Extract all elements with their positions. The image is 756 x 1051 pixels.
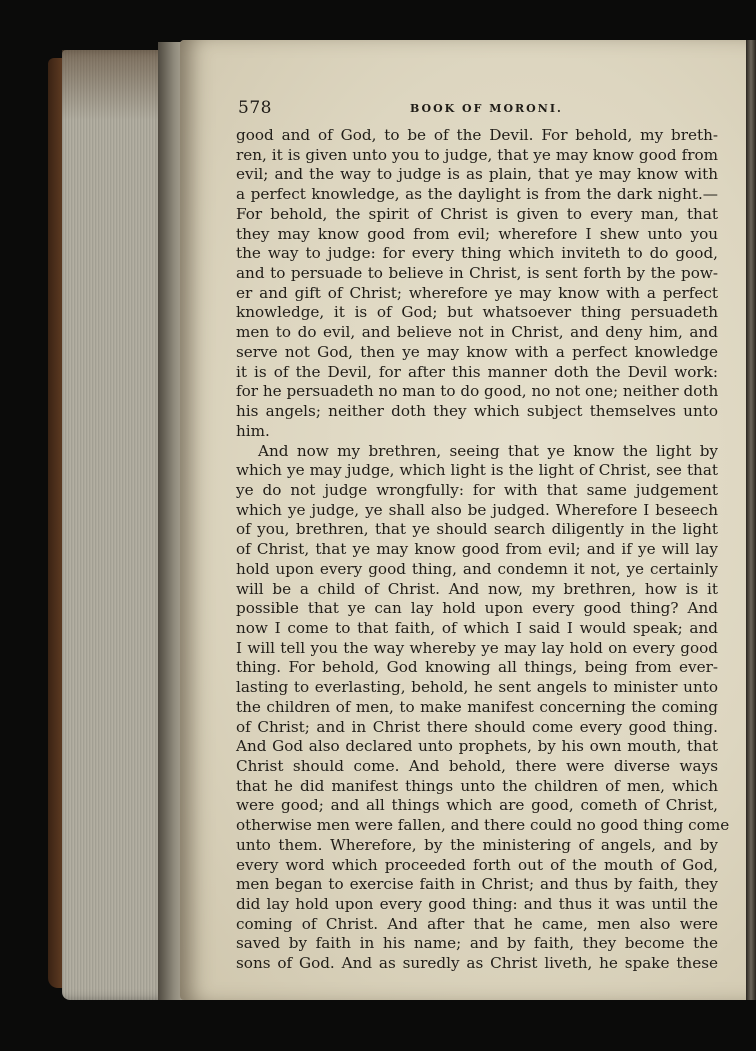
text-line: every word which proceeded forth out of the mouth of God, (236, 855, 718, 874)
page-edges (62, 50, 170, 1000)
text-line: unto them. Wherefore, by the ministering of angels, and by (236, 835, 718, 854)
page-header (238, 98, 708, 122)
text-line: for he persuadeth no man to do good, no not one; neither doth (236, 382, 719, 401)
text-line: his angels; neither doth they which subject themselves unto (236, 402, 718, 421)
text-line: ye do not judge wrongfully: for with that same judgement (236, 480, 718, 499)
text-line: of Christ, that ye may know good from evil; and if ye will lay (236, 540, 718, 559)
text-line: the way to judge: for every thing which inviteth to do good, (236, 244, 718, 263)
page-number: 578 (238, 98, 272, 118)
text-line: that he did manifest things unto the children of men, which (236, 776, 718, 795)
text-line: hold upon every good thing, and condemn it not, ye certainly (236, 559, 718, 578)
text-line: coming of Christ. And after that he came, men also were (236, 914, 718, 933)
text-line: evil; and the way to judge is as plain, that ye may know with (236, 165, 718, 184)
text-line: er and gift of Christ; wherefore ye may know with a perfect (236, 283, 718, 302)
text-line: possible that ye can lay hold upon every good thing? And (236, 599, 718, 618)
text-line: knowledge, it is of God; but whatsoever thing persuadeth (236, 303, 718, 322)
text-line: will be a child of Christ. And now, my brethren, how is it (236, 579, 718, 598)
text-line: it is of the Devil, for after this manner doth the Devil work: (236, 362, 718, 381)
text-line: now I come to that faith, of which I said I would speak; and (236, 618, 718, 637)
text-line: saved by faith in his name; and by faith, they become the (236, 934, 718, 953)
text-line: good and of God, to be of the Devil. For behold, my breth- (236, 126, 718, 144)
text-line: For behold, the spirit of Christ is given to every man, that (236, 204, 718, 223)
text-line: they may know good from evil; wherefore I shew unto you (236, 224, 718, 243)
text-line: And God also declared unto prophets, by his own mouth, that (236, 737, 718, 756)
text-line: serve not God, then ye may know with a perfect knowledge (236, 342, 718, 361)
text-line: ren, it is given unto you to judge, that ye may know good from (236, 145, 718, 164)
text-line: and to persuade to believe in Christ, is sent forth by the pow- (236, 264, 718, 283)
text-line: of Christ; and in Christ there should come every good thing. (236, 717, 718, 736)
text-line: him. (236, 421, 270, 440)
text-line: a perfect knowledge, as the daylight is from the dark night.— (236, 185, 718, 204)
text-line: which ye judge, ye shall also be judged. Wherefore I beseech (236, 500, 718, 519)
text-line: otherwise men were fallen, and there could no good thing come (236, 816, 730, 835)
text-line: thing. For behold, God knowing all things, being from ever- (236, 658, 718, 677)
text-line: sons of God. And as suredly as Christ liveth, he spake these (236, 954, 718, 973)
text-line: were good; and all things which are good, cometh of Christ, (236, 796, 718, 815)
text-line: the children of men, to make manifest concerning the coming (236, 697, 718, 716)
text-line: Christ should come. And behold, there were diverse ways (236, 757, 718, 775)
body-text (236, 126, 730, 974)
facing-page-edge (746, 40, 756, 1000)
running-head: BOOK OF MORONI. (410, 102, 563, 115)
text-line: of you, brethren, that ye should search diligently in the light (236, 520, 718, 539)
text-line: men began to exercise faith in Christ; and thus by faith, they (236, 875, 718, 894)
text-line: men to do evil, and believe not in Christ, and deny him, and (236, 323, 718, 342)
text-line: did lay hold upon every good thing: and thus it was until the (236, 895, 718, 914)
text-line: I will tell you the way whereby ye may lay hold on every good (236, 638, 718, 657)
text-line: which ye may judge, which light is the light of Christ, see that (236, 461, 718, 480)
text-line: lasting to everlasting, behold, he sent angels to minister unto (236, 678, 718, 697)
text-line: And now my brethren, seeing that ye know the light by (258, 441, 718, 460)
